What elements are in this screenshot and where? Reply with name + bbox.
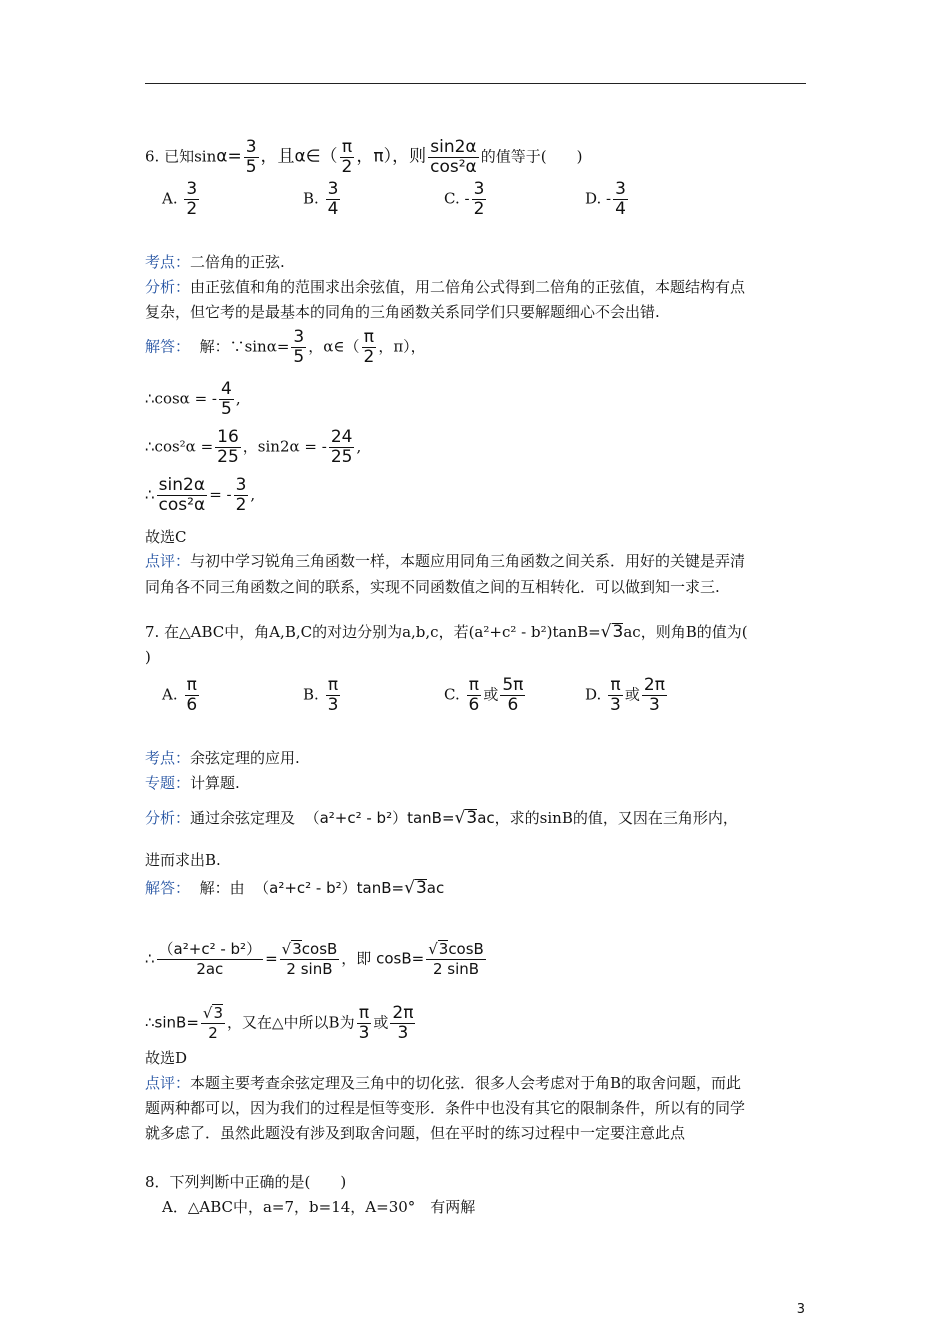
q7-jieda-3: ∴sinB= $\frac{√3}{2}$ ，又在△中所以B为 $\frac{\pi}{3}$ 或 $\frac{2\pi}{3}$	[145, 1003, 414, 1043]
q6-option-d: D. - $\frac{3}{4}$	[585, 179, 626, 219]
q6-fenxi-2: 复杂，但它考的是最基本的同角的三角函数关系同学们只要解题细心不会出错.	[145, 303, 660, 321]
q7-zhuanti: 专题：计算题.	[145, 774, 240, 792]
q6-stem: 6. 已知sinα= $\frac{3}{5}$ ，且α∈（ $\frac{\pi}{2}$ ，π），则 $\frac{\sin 2\alpha}{\text{cos²α}}$ 的值等于( )	[145, 137, 583, 177]
q7-kaodian: 考点：余弦定理的应用.	[145, 749, 300, 767]
q8-option-a: A．△ABC中，a=7，b=14，A=30° 有两解	[162, 1198, 476, 1216]
q7-fenxi-1: 分析：通过余弦定理及 （a²+c² - b²）tanB=√3ac，求的sinB的值，又因在三角形内，	[145, 808, 738, 828]
q8-stem: 8．下列判断中正确的是( )	[145, 1173, 347, 1191]
q6-cos2-line: ∴cos²α = $\frac{16}{25}$ ，sin2α = - $\frac{24}{25}$ ,	[145, 427, 362, 467]
q6-dianping-2: 同角各不同三角函数之间的联系，实现不同函数值之间的互相转化．可以做到知一求三.	[145, 578, 720, 596]
q7-dianping-2: 题两种都可以，因为我们的过程是恒等变形．条件中也没有其它的限制条件，所以有的同学	[145, 1099, 746, 1117]
q6-result-line: ∴ $\frac{\sin 2\alpha}{\text{cos²α}}$ = - $\frac{3}{2}$ ,	[145, 475, 256, 515]
q6-option-b: B. $\frac{3}{4}$	[303, 179, 339, 219]
q6-fenxi-1: 分析：由正弦值和角的范围求出余弦值，用二倍角公式得到二倍角的正弦值，本题结构有点	[145, 278, 746, 296]
q7-dianping-3: 就多虑了．虽然此题没有涉及到取舍问题，但在平时的练习过程中一定要注意此点	[145, 1124, 686, 1142]
q7-option-d: D. $\frac{\pi}{3}$ 或 $\frac{2\pi}{3}$	[585, 675, 665, 715]
q6-kaodian: 考点：二倍角的正弦.	[145, 253, 285, 271]
q6-jieda-1: 解答： 解：∵sinα= $\frac{3}{5}$ ，α∈（ $\frac{\pi}{2}$ ，π），	[145, 327, 426, 367]
page-number: 3	[796, 1302, 805, 1317]
q7-answer: 故选D	[145, 1049, 188, 1067]
q7-option-c: C. $\frac{\pi}{6}$ 或 $\frac{5\pi}{6}$	[444, 675, 524, 715]
q7-stem-2: )	[145, 648, 151, 666]
q7-stem-1: 7. 在△ABC中，角A,B,C的对边分别为a,b,c，若(a²+c² - b²)tanB=√3ac，则角B的值为(	[145, 622, 748, 642]
q7-dianping-1: 点评：本题主要考查余弦定理及三角中的切化弦．很多人会考虑对于角B的取舍问题，而此	[145, 1074, 742, 1092]
q6-dianping-1: 点评：与初中学习锐角三角函数一样，本题应用同角三角函数之间关系．用好的关键是弄清	[145, 552, 746, 570]
q6-cos-line: ∴cosα = - $\frac{4}{5}$ ,	[145, 379, 241, 419]
q6-option-c: C. - $\frac{3}{2}$	[444, 179, 485, 219]
q7-option-b: B. $\frac{\pi}{3}$	[303, 675, 339, 715]
q7-jieda-1: 解答： 解：由 （a²+c² - b²）tanB=√3ac	[145, 878, 445, 898]
header-rule	[145, 83, 806, 84]
q7-option-a: A. $\frac{\pi}{6}$	[162, 675, 198, 715]
q7-jieda-2: ∴ $\frac{\text{（a²+c² - b²）}}{2ac}$ = $\frac{√3\cos B}{2 \sin B}$ ，即 cosB= $\frac{√3\cos B}{2 \sin B}$	[145, 940, 484, 978]
q6-option-a: A. $\frac{3}{2}$	[162, 179, 198, 219]
q6-answer: 故选C	[145, 528, 187, 546]
q7-fenxi-2: 进而求出B.	[145, 851, 221, 869]
